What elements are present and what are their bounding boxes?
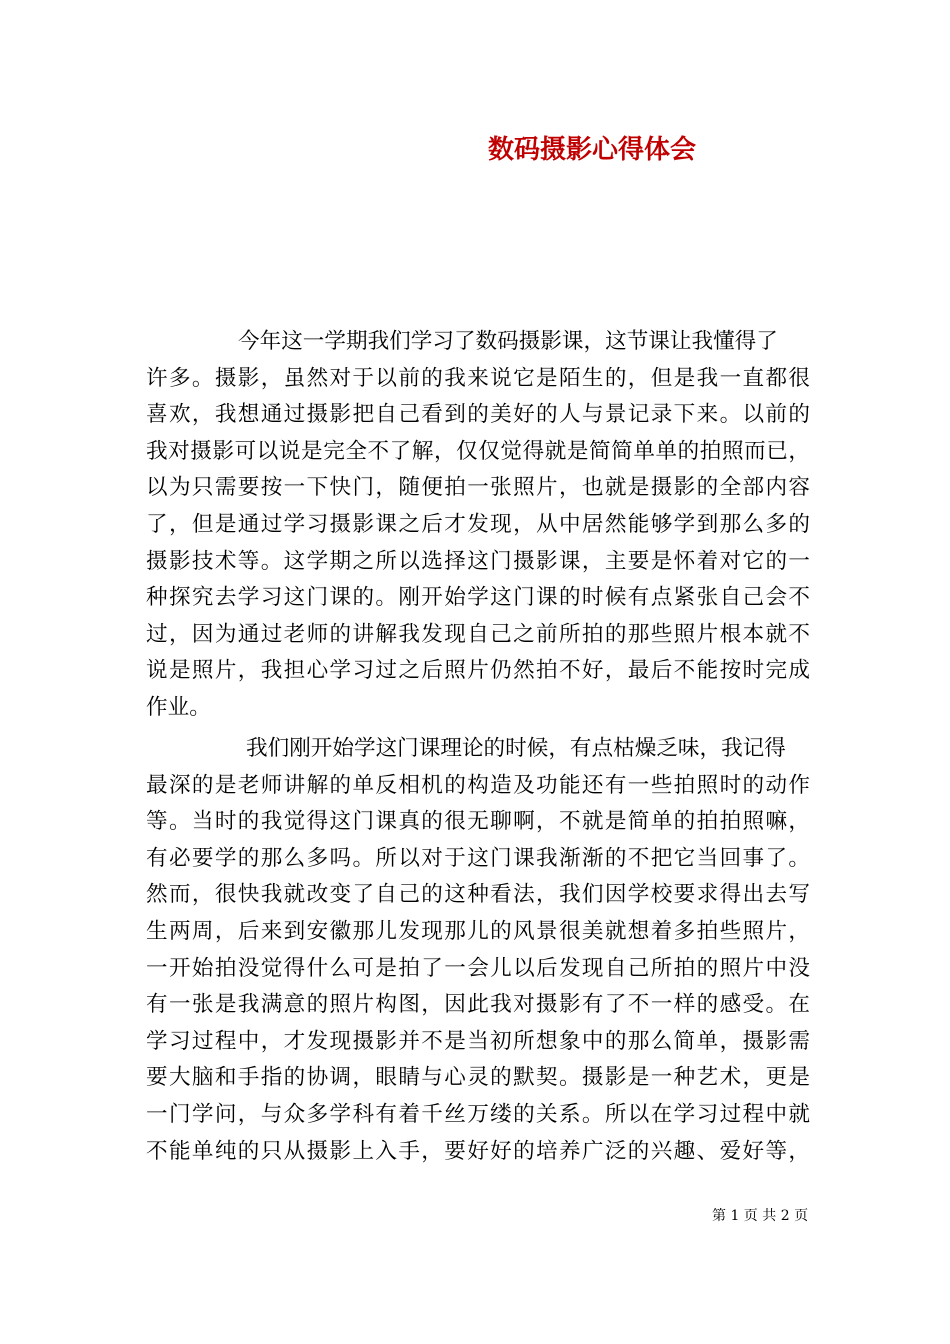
document-title: 数码摄影心得体会 <box>488 135 697 165</box>
paragraph-line: 了，但是通过学习摄影课之后才发现，从中居然能够学到那么多的 <box>146 511 810 537</box>
paragraph-line: 以为只需要按一下快门，随便拍一张照片，也就是摄影的全部内容 <box>146 475 810 501</box>
paragraph-line: 要大脑和手指的协调，眼睛与心灵的默契。摄影是一种艺术，更是 <box>146 1065 810 1091</box>
paragraph-line: 今年这一学期我们学习了数码摄影课，这节课让我懂得了 <box>238 329 778 354</box>
paragraph-line: 一开始拍没觉得什么可是拍了一会儿以后发现自己所拍的照片中没 <box>146 955 810 981</box>
paragraph-line: 然而，很快我就改变了自己的这种看法，我们因学校要求得出去写 <box>146 882 810 908</box>
paragraph-line: 有一张是我满意的照片构图，因此我对摄影有了不一样的感受。在 <box>146 992 810 1018</box>
paragraph-line: 最深的是老师讲解的单反相机的构造及功能还有一些拍照时的动作 <box>146 772 810 798</box>
paragraph-line: 生两周，后来到安徽那儿发现那儿的风景很美就想着多拍些照片， <box>146 918 810 944</box>
paragraph-line: 说是照片，我担心学习过之后照片仍然拍不好，最后不能按时完成 <box>146 658 810 684</box>
paragraph-line: 学习过程中，才发现摄影并不是当初所想象中的那么简单，摄影需 <box>146 1028 810 1054</box>
paragraph-line: 种探究去学习这门课的。刚开始学这门课的时候有点紧张自己会不 <box>146 585 810 611</box>
paragraph-line: 等。当时的我觉得这门课真的很无聊啊，不就是简单的拍拍照嘛， <box>146 809 810 835</box>
paragraph-1 <box>146 324 810 727</box>
paragraph-line: 作业。 <box>146 694 211 720</box>
paragraph-line: 喜欢，我想通过摄影把自己看到的美好的人与景记录下来。以前的 <box>146 402 810 428</box>
paragraph-line: 我们刚开始学这门课理论的时候，有点枯燥乏味，我记得 <box>246 736 786 761</box>
paragraph-line: 我对摄影可以说是完全不了解，仅仅觉得就是简简单单的拍照而已， <box>146 438 810 464</box>
paragraph-line: 有必要学的那么多吗。所以对于这门课我渐渐的不把它当回事了。 <box>146 845 810 871</box>
page-footer: 第 1 页 共 2 页 <box>712 1208 809 1224</box>
paragraph-line: 一门学问，与众多学科有着千丝万缕的关系。所以在学习过程中就 <box>146 1101 810 1127</box>
paragraph-line: 不能单纯的只从摄影上入手，要好好的培养广泛的兴趣、爱好等， <box>146 1138 810 1164</box>
paragraph-line: 摄影技术等。这学期之所以选择这门摄影课，主要是怀着对它的一 <box>146 548 810 574</box>
paragraph-line: 过，因为通过老师的讲解我发现自己之前所拍的那些照片根本就不 <box>146 621 810 647</box>
paragraph-2 <box>146 731 810 1170</box>
paragraph-line: 许多。摄影，虽然对于以前的我来说它是陌生的，但是我一直都很 <box>146 365 810 391</box>
